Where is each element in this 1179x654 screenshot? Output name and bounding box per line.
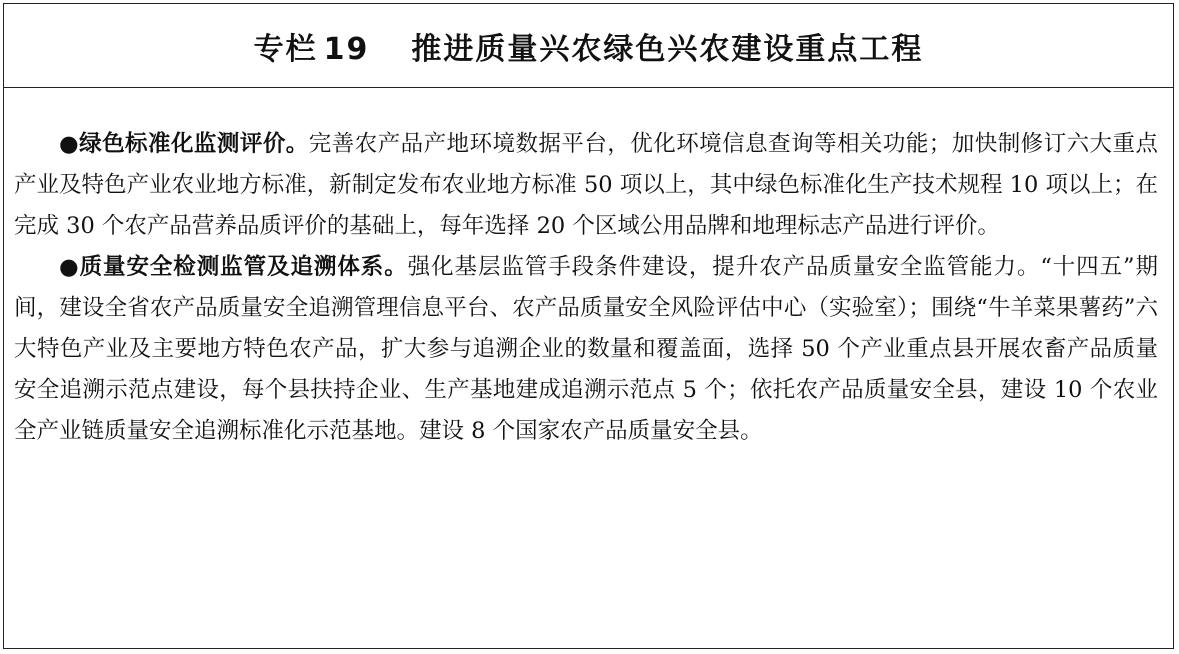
box-header (4, 4, 1173, 88)
section-paragraph (14, 247, 1158, 452)
section-paragraph (14, 124, 1158, 247)
section-body: 完善农产品产地环境数据平台，优化环境信息查询等相关功能；加快制修订六大重点产业及特色产业农业地方标准，新制定发布农业地方标准 50 项以上，其中绿色标准化生产技术规程 10 项以上；在完成 30 个农产品营养品质评价的基础上，每年选择 20 个区域公用品牌和地理标志产品进行评价。 (14, 131, 1158, 239)
bullet-icon: ● (59, 254, 80, 280)
column-number: 19 (323, 31, 370, 67)
section-lead: 绿色标准化监测评价。 (79, 131, 309, 157)
section-lead: 质量安全检测监管及追溯体系。 (79, 254, 408, 280)
bullet-icon: ● (59, 131, 80, 157)
section-body: 强化基层监管手段条件建设，提升农产品质量安全监管能力。“十四五”期间，建设全省农产品质量安全追溯管理信息平台、农产品质量安全风险评估中心（实验室）；围绕“牛羊菜果薯药”六大特色产业及主要地方特色农产品，扩大参与追溯企业的数量和覆盖面，选择 50 个产业重点县开展农畜产品质量安全追溯示范点建设，每个县扶持企业、生产基地建成追溯示范点 5 个；依托农产品质量安全县，建设 10 个农业全产业链质量安全追溯标准化示范基地。建设 8 个国家农产品质量安全县。 (14, 254, 1158, 444)
box-content (14, 124, 1158, 452)
column-label: 专栏 (253, 31, 318, 67)
box-title (254, 24, 924, 68)
column-title: 推进质量兴农绿色兴农建设重点工程 (411, 31, 924, 67)
